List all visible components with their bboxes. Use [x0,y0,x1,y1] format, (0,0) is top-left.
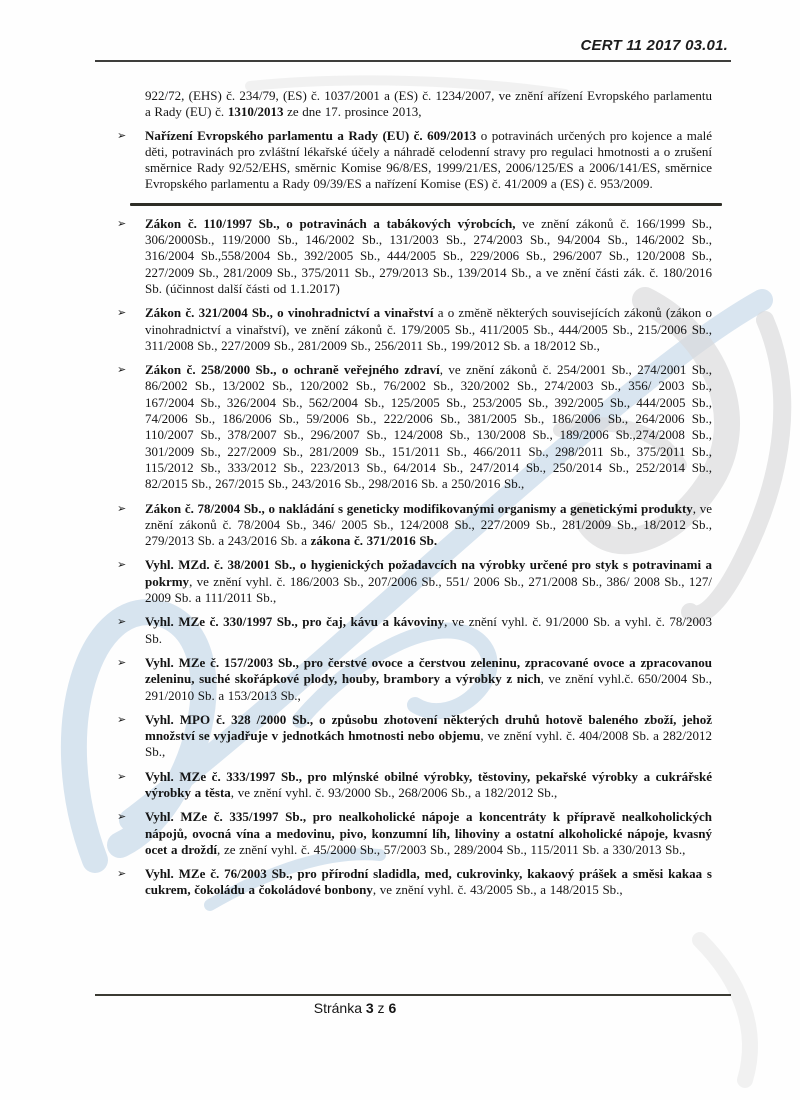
legal-entry [117,362,712,492]
text-segment: 3 [365,1000,374,1016]
legal-entry [117,654,712,704]
entry-text [145,769,712,802]
text-segment: , ve znění vyhl. č. 93/2000 Sb., 268/2006 Sb., a 182/2012 Sb., [230,784,558,800]
entries-bottom [117,215,713,899]
bullet-arrow-icon: ➢ [117,216,127,230]
bullet-arrow-icon: ➢ [117,306,127,320]
bullet-arrow-icon: ➢ [117,363,127,377]
legal-entry [117,711,712,761]
bullet-arrow-icon: ➢ [117,867,127,881]
text-segment: Vyhl. MZe č. 335/1997 Sb., pro nealkoholické nápoje a koncentráty k přípravě nealkoholických nápojů, ovocná vína a medovinu, pivo, konzumní líh, lihoviny a ostatní alkoholické nápoje, kvasný ocet a droždí [145,809,712,857]
bullet-arrow-icon: ➢ [117,501,127,515]
legal-entry [117,614,712,647]
legal-entry [117,215,712,297]
bullet-arrow-icon: ➢ [117,558,127,572]
legal-entry [117,768,712,802]
page-number-label [85,1000,625,1016]
bullet-arrow-icon: ➢ [117,769,127,783]
legal-entry [117,500,713,550]
legal-entry [117,127,712,193]
text-segment: Zákon č. 258/2000 Sb., o ochraně veřejného zdraví [145,362,440,378]
document-body [117,88,713,907]
text-segment: 922/72, (EHS) č. 234/79, (ES) č. 1037/2001 a (ES) č. 1234/2007, ve znění ařízení Evropského parlamentu a Rady (EU) č. [145,88,712,120]
entries-top [117,127,712,193]
text-segment: Nařízení Evropského parlamentu a Rady (EU) č. 609/2013 [145,127,477,143]
entry-text [145,128,712,193]
text-segment: ve znění zákonů č. 166/1999 Sb., 306/2000Sb., 119/2000 Sb., 146/2002 Sb., 131/2003 Sb., 274/2003 Sb., 94/2004 Sb., 146/2002 Sb., 316/2004 Sb.,558/2004 Sb., 392/2005 Sb., 444/2005 Sb., 229/2006 Sb., 296/2007 Sb., 120/2008 Sb., 227/2009 Sb., 281/2009 Sb., 375/2011 Sb., 279/2013 Sb., 139/2014 Sb., a ve znění části zák. č. 180/2016 Sb. (účinnost další části od 1.1.2017) [145,215,712,296]
text-segment: , ve znění vyhl.č. 650/2004 Sb., 291/2010 Sb. a 153/2013 Sb., [145,671,712,703]
bullet-arrow-icon: ➢ [117,712,127,726]
text-segment: 1310/2013 [227,104,284,120]
text-segment: Zákon č. 78/2004 Sb., o nakládání s geneticky modifikovanými organismy a genetickými produkty [145,500,693,516]
entry-text [145,866,712,899]
text-segment: Zákon č. 110/1997 Sb., o potravinách a tabákových výrobcích, [145,215,516,231]
entry-text [145,305,712,354]
bullet-arrow-icon: ➢ [117,615,127,629]
text-segment: , ve znění zákonů č. 78/2004 Sb., 346/ 2005 Sb., 124/2008 Sb., 227/2009 Sb., 281/2009 Sb., 18/2012 Sb., 279/2013 Sb. a 243/2016 Sb. a [145,500,713,549]
entry-text [145,712,712,761]
text-segment: 6 [388,1000,397,1016]
text-segment: , ze znění vyhl. č. 45/2000 Sb., 57/2003 Sb., 289/2004 Sb., 115/2011 Sb. a 330/2013 Sb., [217,841,686,857]
text-segment: zákona č. 371/2016 Sb. [310,533,438,549]
entry-text [145,614,712,647]
text-segment: ze dne 17. prosince 2013, [283,104,422,120]
legal-entry [117,866,712,899]
bullet-arrow-icon: ➢ [117,655,127,669]
footer-rule [95,994,731,996]
bullet-arrow-icon: ➢ [117,810,127,824]
bullet-arrow-icon: ➢ [117,128,127,142]
legal-entry [117,305,712,354]
text-segment: Stránka [313,1000,366,1016]
text-segment: , ve znění vyhl. č. 91/2000 Sb. a vyhl. č. 78/2003 Sb. [145,614,712,646]
text-segment: , ve znění vyhl. č. 43/2005 Sb., a 148/2015 Sb., [372,882,623,898]
entry-text [145,655,712,704]
text-segment: , ve znění vyhl. č. 186/2003 Sb., 207/2006 Sb., 551/ 2006 Sb., 271/2008 Sb., 386/ 2008 Sb., 127/ 2009 Sb. a 111/2011 Sb., [145,573,712,606]
legal-entry [117,809,712,858]
text-segment: Vyhl. MPO č. 328 /2000 Sb., o způsobu zhotovení některých druhů hotově baleného zboží, jehož množství se vyjadřuje v jednotkách hmotnosti nebo objemu [145,711,712,744]
entry-text [145,362,712,492]
text-segment: Vyhl. MZe č. 157/2003 Sb., pro čerstvé ovoce a čerstvou zeleninu, zpracované ovoce a zpracovanou zeleninu, suché skořápkové plody, houby, brambory a výrobky z nich [145,654,712,687]
entry-text [145,557,712,606]
text-segment: a o změně některých souvisejících zákonů (zákon o vinohradnictví a vinařství), ve znění zákonů č. 179/2005 Sb., 411/2005 Sb., 444/2005 Sb., 215/2006 Sb., 311/2008 Sb., 227/2009 Sb., 281/2009 Sb., 256/2011 Sb., 199/2012 Sb. a 18/2012 Sb., [145,305,712,353]
text-segment: Vyhl. MZe č. 76/2003 Sb., pro přírodní sladidla, med, cukrovinky, kakaový prášek a směsi kakaa s cukrem, čokoládu a čokoládové bonbony [145,866,712,898]
doc-code: CERT 11 2017 03.01. [580,37,728,54]
section-divider [130,203,722,206]
text-segment: Vyhl. MZe č. 330/1997 Sb., pro čaj, kávu a kávoviny [145,614,445,630]
text-segment: Zákon č. 321/2004 Sb., o vinohradnictví a vinařství [145,305,434,321]
entry-text [145,809,712,858]
intro-paragraph [145,88,712,121]
text-segment: o potravinách určených pro kojence a malé děti, potravinách pro zvláštní lékařské účely a náhradě celodenní stravy pro regulaci hmotnosti a o zrušení směrnice Rady 92/52/EHS, směrnic Komise 96/8/ES, 1999/21/ES, 2006/125/ES a 2006/141/ES, směrnice Evropského parlamentu a Rady 09/39/ES a nařízení Komise (ES) č. 41/2009 a (ES) č. 953/2009. [145,127,712,192]
entry-text [145,501,712,550]
text-segment: , ve znění vyhl. č. 404/2008 Sb. a 282/2012 Sb., [145,728,712,760]
entry-text [145,216,712,297]
text-segment: , ve znění zákonů č. 254/2001 Sb., 274/2001 Sb., 86/2002 Sb., 13/2002 Sb., 120/2002 Sb., 76/2002 Sb., 320/2002 Sb., 274/2003 Sb., 356/ 2003 Sb., 167/2004 Sb., 326/2004 Sb., 562/2004 Sb., 125/2005 Sb., 253/2005 Sb., 392/2005 Sb., 444/2005 Sb., 74/2006 Sb., 186/2006 Sb., 59/2006 Sb., 222/2006 Sb., 381/2005 Sb., 186/2006 Sb., 264/2006 Sb., 110/2007 Sb., 378/2007 Sb., 296/2007 Sb., 124/2008 Sb., 130/2008 Sb., 189/2006 Sb.,274/2008 Sb., 301/2009 Sb., 227/2009 Sb., 281/2009 Sb., 151/2011 Sb., 466/2011 Sb., 298/2011 Sb., 375/2011 Sb., 115/2012 Sb., 333/2012 Sb., 223/2013 Sb., 64/2014 Sb., 247/2014 Sb., 250/2014 Sb., 252/2014 Sb., 82/2015 Sb., 267/2015 Sb., 243/2016 Sb., 298/2016 Sb. a 250/2016 Sb., [145,362,712,492]
text-segment: Vyhl. MZe č. 333/1997 Sb., pro mlýnské obilné výrobky, těstoviny, pekařské výrobky a cukrářské výrobky a těsta [145,768,712,800]
header-rule [95,60,731,62]
legal-entry [117,557,712,606]
text-segment: z [373,1000,389,1016]
text-segment: Vyhl. MZd. č. 38/2001 Sb., o hygienických požadavcích na výrobky určené pro styk s potravinami a pokrmy [145,557,712,589]
